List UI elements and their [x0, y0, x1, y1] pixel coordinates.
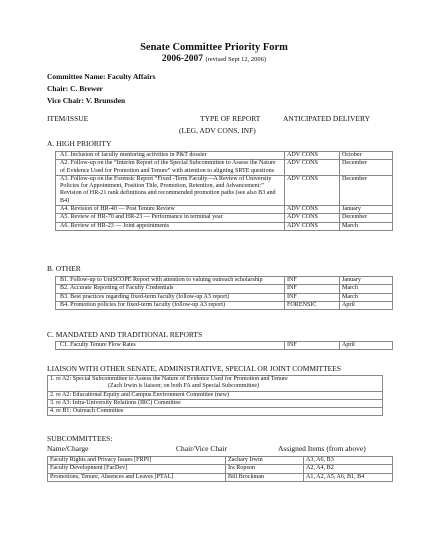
other-table	[55, 276, 393, 310]
item-cell: B1. Follow-up to UniSCOPE Report with attention to valuing outreach scholarship	[56, 277, 285, 285]
item-cell: C1. Faculty Tenure Flow Rates	[56, 342, 285, 350]
subcommittee-col-name: Name/Charge	[47, 444, 89, 453]
delivery-cell: April	[340, 342, 393, 350]
liaison-table	[47, 375, 383, 416]
type-cell: FORENSIC	[285, 301, 340, 309]
liaison-line: 1. re A2: Special Subcommittee to Assess the Nature of Evidence Used for Promotion and Tenure	[50, 376, 288, 382]
subcommittee-items-cell: A2, A4, B2	[304, 465, 393, 473]
subcommittee-items-cell: A3, A6, B3	[304, 457, 393, 465]
delivery-cell: December	[340, 175, 393, 205]
table-row	[48, 457, 393, 465]
item-cell: A3. Follow-up on the Forensic Report “Fixed -Term Faculty—A Review of University Policies for Appointment, Position Title, Promotion, Retention, and Advancement:” Revision of HR-21 rank definitions and recommended promotion paths (see also B3 and B4)	[56, 175, 285, 205]
delivery-cell: October	[340, 152, 393, 160]
type-cell: ADV CONS	[285, 152, 340, 160]
item-cell: B2. Accurate Reporting of Faculty Credentials	[56, 285, 285, 293]
item-cell: A2. Follow-up on the “Interim Report of the Special Subcommittee to Assess the Nature of Evidence Used for Promotion and Tenure” with attention to aligning SRTE questions	[56, 160, 285, 176]
liaison-cell: 3. re A3: Intra-University Relations (IRC) Committee	[48, 399, 383, 407]
type-cell: ADV CONS	[285, 206, 340, 214]
column-header-delivery: ANTICIPATED DELIVERY	[283, 114, 371, 123]
section-heading-mandated: C. MANDATED AND TRADITIONAL REPORTS	[47, 330, 203, 339]
table-row	[56, 206, 393, 214]
table-row	[48, 399, 383, 407]
type-cell: ADV CONS	[285, 214, 340, 222]
table-row	[56, 301, 393, 309]
liaison-cell: 2. re A2: Educational Equity and Campus Environment Committee (new)	[48, 391, 383, 399]
committee-chair: Chair: C. Brewer	[47, 84, 103, 93]
section-heading-liaison: LIAISON WITH OTHER SENATE, ADMINISTRATIVE, SPECIAL OR JOINT COMMITTEES	[47, 364, 342, 373]
subcommittee-chair-cell: Ira Ropson	[226, 465, 304, 473]
item-cell: B3. Best practices regarding fixed-term faculty (follow-up A3 report)	[56, 293, 285, 301]
section-heading-other: B. OTHER	[47, 264, 81, 273]
table-row	[56, 277, 393, 285]
table-row	[56, 160, 393, 176]
column-header-type-sub: (LEG, ADV CONS, INF)	[179, 126, 256, 135]
type-cell: ADV CONS	[285, 160, 340, 176]
form-years: 2006-2007	[161, 54, 204, 64]
table-row	[56, 222, 393, 230]
table-row	[56, 342, 393, 350]
delivery-cell: April	[340, 301, 393, 309]
type-cell: INF	[285, 277, 340, 285]
item-cell: B4. Promotion policies for fixed-term faculty (follow-up A3 report)	[56, 301, 285, 309]
table-row	[48, 408, 383, 416]
subcommittee-items-cell: A1, A2, A5, A6, B1, B4	[304, 473, 393, 481]
table-row	[56, 285, 393, 293]
table-row	[48, 465, 393, 473]
subcommittees-table	[47, 456, 393, 482]
delivery-cell: March	[340, 293, 393, 301]
delivery-cell: January	[340, 277, 393, 285]
form-subtitle	[0, 54, 428, 64]
liaison-cell	[48, 376, 383, 392]
liaison-cell: 4. re B1: Outreach Committee	[48, 408, 383, 416]
table-row	[56, 293, 393, 301]
table-row	[48, 473, 393, 481]
high-priority-table	[55, 151, 393, 231]
table-row	[48, 376, 383, 392]
subcommittee-col-chair: Chair/Vice Chair	[176, 444, 227, 453]
item-cell: A4. Revision of HR-40 — Post Tenure Review	[56, 206, 285, 214]
type-cell: INF	[285, 285, 340, 293]
delivery-cell: December	[340, 214, 393, 222]
subcommittee-col-items: Assigned Items (from above)	[278, 444, 366, 453]
type-cell: ADV CONS	[285, 175, 340, 205]
type-cell: INF	[285, 293, 340, 301]
liaison-note: (Zach Irwin is liaison; on both FA and Special Subcommittee)	[108, 383, 260, 390]
subcommittee-name-cell: Faculty Rights and Privacy Issues [FRPI]	[48, 457, 226, 465]
delivery-cell: March	[340, 285, 393, 293]
item-cell: A6. Review of HR-23 — Joint appointments	[56, 222, 285, 230]
subcommittee-chair-cell: Zachary Irwin	[226, 457, 304, 465]
table-row	[56, 175, 393, 205]
subcommittee-chair-cell: Bill Brockman	[226, 473, 304, 481]
committee-vice-chair: Vice Chair: V. Brunsden	[47, 96, 126, 105]
table-row	[48, 391, 383, 399]
form-title: Senate Committee Priority Form	[140, 42, 288, 53]
type-cell: ADV CONS	[285, 222, 340, 230]
section-heading-high-priority: A. HIGH PRIORITY	[47, 139, 112, 148]
committee-name: Committee Name: Faculty Affairs	[47, 72, 156, 81]
type-cell: INF	[285, 342, 340, 350]
item-cell: A5. Review of HR-70 and HR-23 — Performance in terminal year	[56, 214, 285, 222]
revision-note: (revised Sept 12, 2006)	[205, 56, 267, 63]
delivery-cell: December	[340, 160, 393, 176]
subcommittees-heading: SUBCOMMITTEES:	[47, 434, 113, 443]
table-row	[56, 152, 393, 160]
mandated-table	[55, 341, 393, 350]
subcommittee-name-cell: Promotions, Tenure, Absences and Leaves [PTAL]	[48, 473, 226, 481]
table-row	[56, 214, 393, 222]
column-header-type: TYPE OF REPORT	[200, 114, 261, 123]
delivery-cell: March	[340, 222, 393, 230]
item-cell: A1. Inclusion of faculty mentoring activities in P&T dossier	[56, 152, 285, 160]
subcommittee-name-cell: Faculty Development [FacDev]	[48, 465, 226, 473]
delivery-cell: January	[340, 206, 393, 214]
column-header-item: ITEM/ISSUE	[47, 114, 89, 123]
